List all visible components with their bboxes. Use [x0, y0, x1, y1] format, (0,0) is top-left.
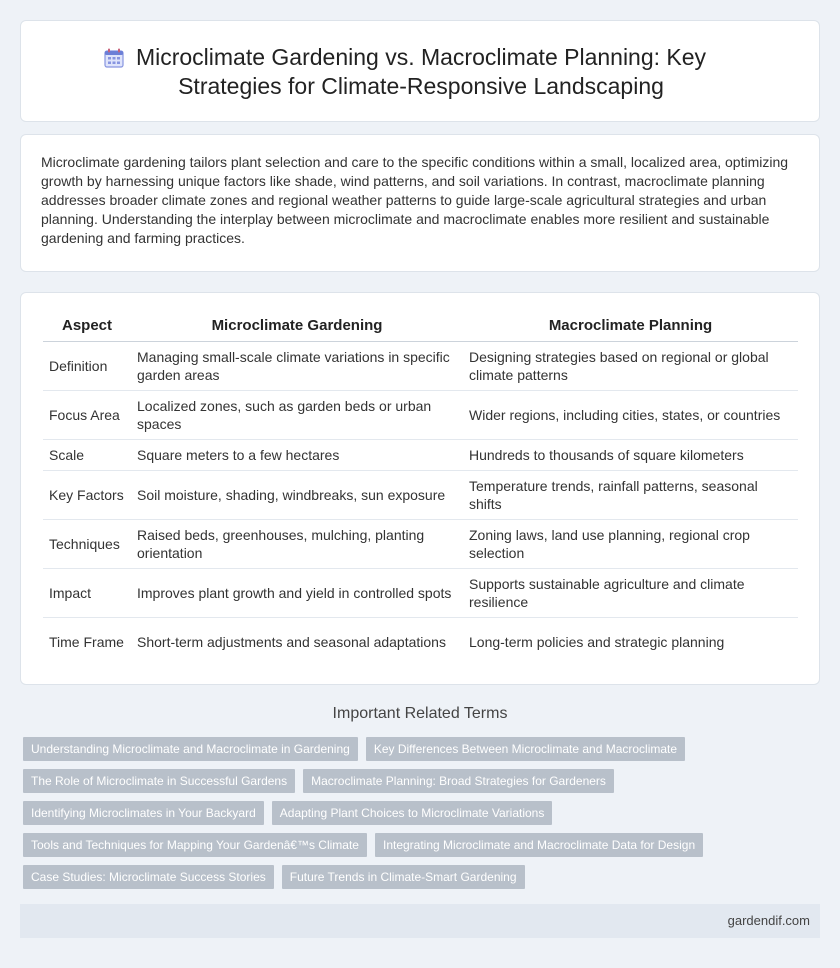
row-micro: Managing small-scale climate variations in specific garden areas	[131, 341, 463, 390]
row-micro: Short-term adjustments and seasonal adaptations	[131, 617, 463, 666]
row-aspect: Impact	[43, 568, 131, 617]
row-aspect: Techniques	[43, 519, 131, 568]
related-term-tag[interactable]: Identifying Microclimates in Your Backyard	[23, 801, 264, 825]
related-terms-heading: Important Related Terms	[332, 705, 508, 722]
table-row	[43, 617, 798, 666]
page-title: Microclimate Gardening vs. Macroclimate Planning: Key Strategies for Climate-Responsive Landscaping	[135, 44, 707, 99]
row-macro: Wider regions, including cities, states, or countries	[463, 390, 798, 439]
row-macro: Temperature trends, rainfall patterns, seasonal shifts	[463, 470, 798, 519]
footer	[20, 904, 820, 938]
comparison-table	[43, 313, 798, 666]
intro-card	[20, 134, 820, 272]
table-header-row	[43, 313, 798, 341]
related-term-tag[interactable]: Case Studies: Microclimate Success Stories	[23, 865, 274, 889]
related-term-tag[interactable]: Future Trends in Climate-Smart Gardening	[282, 865, 525, 889]
related-term-tag[interactable]: Adapting Plant Choices to Microclimate Variations	[272, 801, 553, 825]
header-aspect: Aspect	[43, 313, 131, 341]
comparison-card	[20, 292, 820, 685]
row-micro: Improves plant growth and yield in controlled spots	[131, 568, 463, 617]
related-terms-list	[23, 737, 823, 897]
row-aspect: Time Frame	[43, 617, 131, 666]
row-aspect: Definition	[43, 341, 131, 390]
related-term-tag[interactable]: Integrating Microclimate and Macroclimate Data for Design	[375, 833, 703, 857]
row-aspect: Scale	[43, 439, 131, 470]
row-aspect: Key Factors	[43, 470, 131, 519]
table-row	[43, 341, 798, 390]
intro-text: Microclimate gardening tailors plant selection and care to the specific conditions within a small, localized area, optimizing growth by harnessing unique factors like shade, wind patterns, and soil variations. In contrast, macroclimate planning addresses broader climate zones and regional weather patterns to guide large-scale agricultural strategies and urban planning. Understanding the interplay between microclimate and macroclimate enables more resilient and sustainable gardening and farming practices.	[41, 154, 789, 246]
row-micro: Soil moisture, shading, windbreaks, sun exposure	[131, 470, 463, 519]
row-aspect: Focus Area	[43, 390, 131, 439]
table-row	[43, 519, 798, 568]
related-term-tag[interactable]: The Role of Microclimate in Successful Gardens	[23, 769, 295, 793]
table-row	[43, 568, 798, 617]
row-micro: Localized zones, such as garden beds or urban spaces	[131, 390, 463, 439]
row-micro: Raised beds, greenhouses, mulching, planting orientation	[131, 519, 463, 568]
table-row	[43, 439, 798, 470]
row-micro: Square meters to a few hectares	[131, 439, 463, 470]
header-macroclimate: Macroclimate Planning	[463, 313, 798, 341]
row-macro: Long-term policies and strategic planning	[463, 617, 798, 666]
related-term-tag[interactable]: Key Differences Between Microclimate and Macroclimate	[366, 737, 685, 761]
footer-site-link[interactable]: gardendif.com	[727, 913, 810, 928]
related-term-tag[interactable]: Macroclimate Planning: Broad Strategies for Gardeners	[303, 769, 614, 793]
header-microclimate: Microclimate Gardening	[131, 313, 463, 341]
title-card	[20, 20, 820, 122]
row-macro: Designing strategies based on regional or global climate patterns	[463, 341, 798, 390]
related-term-tag[interactable]: Understanding Microclimate and Macroclimate in Gardening	[23, 737, 358, 761]
row-macro: Zoning laws, land use planning, regional crop selection	[463, 519, 798, 568]
related-term-tag[interactable]: Tools and Techniques for Mapping Your Gardenâ€™s Climate	[23, 833, 367, 857]
row-macro: Supports sustainable agriculture and climate resilience	[463, 568, 798, 617]
table-row	[43, 390, 798, 439]
table-row	[43, 470, 798, 519]
row-macro: Hundreds to thousands of square kilometers	[463, 439, 798, 470]
